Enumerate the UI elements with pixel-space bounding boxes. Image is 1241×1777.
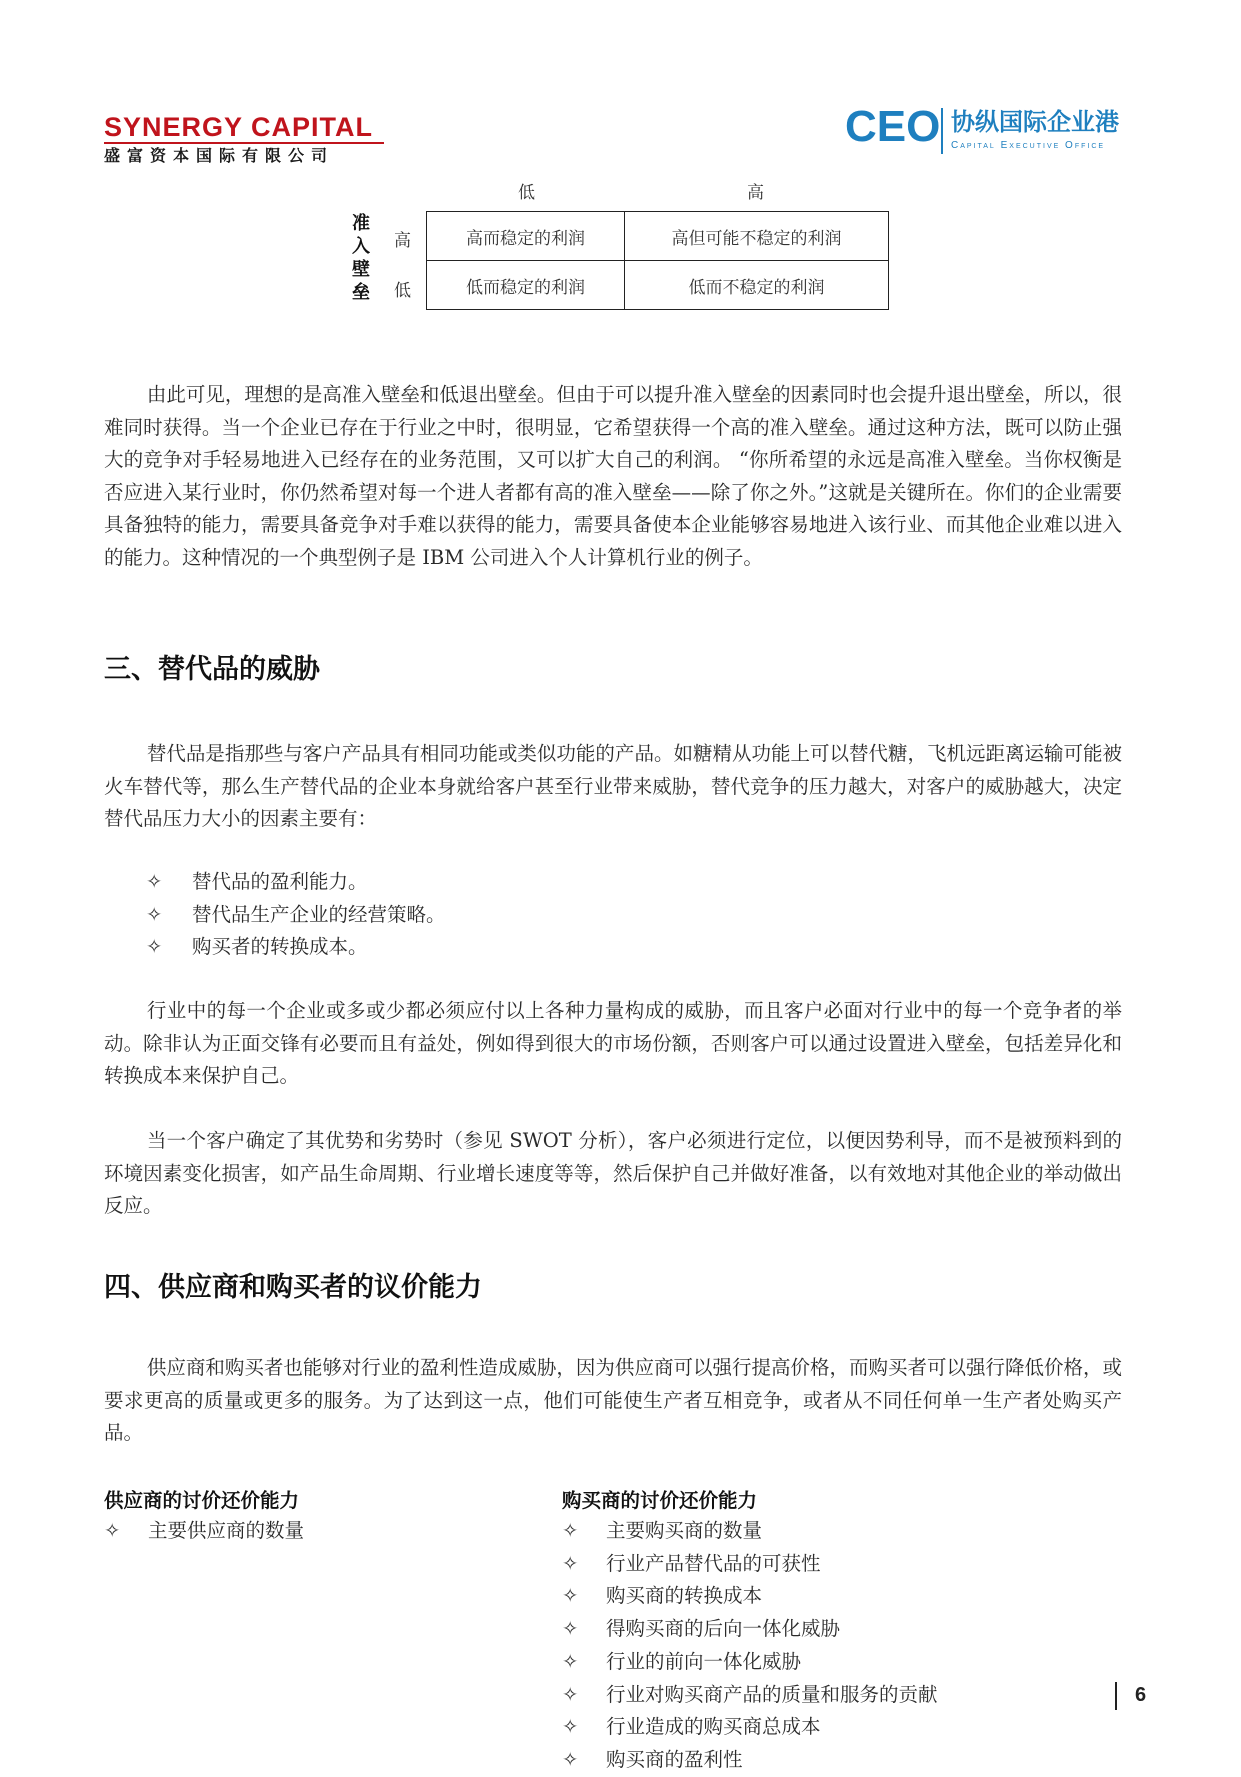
list-item-text: 购买者的转换成本。 [192,935,368,958]
list-item-text: 行业对购买商产品的质量和服务的贡献 [606,1682,938,1706]
profit-matrix-table [426,211,889,310]
list-item-text: 主要购买商的数量 [606,1519,763,1542]
diamond-bullet-icon: ✧ [562,1682,579,1706]
matrix-cell: 低而不稳定的利润 [625,261,889,310]
list-item [562,1679,938,1712]
logo-divider [941,108,943,154]
diamond-bullet-icon: ✧ [562,1617,579,1641]
ceo-logo-en: Capital Executive Office [951,140,1106,151]
diamond-bullet-icon: ✧ [562,1551,579,1575]
matrix-cell: 高但可能不稳定的利润 [625,212,889,261]
matrix-row-high: 高 [394,231,411,251]
diamond-bullet-icon: ✧ [146,902,163,926]
diamond-bullet-icon: ✧ [562,1747,579,1771]
matrix-col-high: 高 [747,183,764,203]
list-item-text: 行业的前向一体化威胁 [606,1649,802,1673]
diamond-bullet-icon: ✧ [562,1715,579,1739]
list-item [146,866,446,899]
diamond-bullet-icon: ✧ [562,1519,579,1542]
matrix-col-low: 低 [518,183,535,203]
paragraph-competitors: 行业中的每一个企业或多或少都必须应付以上各种力量构成的威胁，而且客户必面对行业中的每一个竞争者的举动。除非认为正面交锋有必要而且有益处，例如得到很大的市场份额，否则客户可以通过设置进入壁垒，包括差异化和转换成本来保护自己。 [104,999,1122,1087]
list-item-text: 主要供应商的数量 [148,1519,305,1542]
matrix-row [427,261,889,310]
paragraph-swot: 当一个客户确定了其优势和劣势时（参见 SWOT 分析），客户必须进行定位，以便因势利导，而不是被预料到的环境因素变化损害，如产品生命周期、行业增长速度等等，然后保护自己并做好准备，以有效地对其他企业的举动做出反应。 [104,1129,1122,1217]
list-item-text: 购买商的转换成本 [606,1584,763,1608]
matrix-row [427,212,889,261]
list-item [562,1515,938,1548]
substitute-factor-list [146,866,446,964]
list-item [146,931,446,964]
heading-substitutes: 三、替代品的威胁 [104,654,320,685]
list-item [562,1548,938,1581]
buyer-column-title: 购买商的讨价还价能力 [562,1489,758,1512]
paragraph-bargaining: 供应商和购买者也能够对行业的盈利性造成威胁，因为供应商可以强行提高价格，而购买者可以强行降低价格，或要求更高的质量或更多的服务。为了达到这一点，他们可能使生产者互相竞争，或者从不同任何单一生产者处购买产品。 [104,1356,1122,1444]
logo-cn-text: 盛富资本国际有限公司 [104,142,384,167]
ceo-logo-cn: 协纵国际企业港 [951,108,1119,136]
supplier-column-title: 供应商的讨价还价能力 [104,1489,300,1512]
logo-en-text: SYNERGY CAPITAL [104,112,374,142]
list-item [562,1646,938,1679]
list-item [104,1515,304,1548]
page-number: 6 [1135,1684,1147,1706]
diamond-bullet-icon: ✧ [562,1584,579,1608]
list-item [562,1744,938,1777]
heading-bargaining: 四、供应商和购买者的议价能力 [104,1272,482,1303]
list-item [562,1613,938,1646]
ceo-mark: CEO [845,102,941,151]
supplier-factor-list [104,1515,304,1548]
diamond-bullet-icon: ✧ [146,870,163,893]
diamond-bullet-icon: ✧ [104,1519,121,1542]
matrix-cell: 低而稳定的利润 [427,261,625,310]
matrix-side-label: 准入壁垒 [352,213,370,303]
list-item-text: 购买商的盈利性 [606,1747,743,1771]
diamond-bullet-icon: ✧ [146,935,163,958]
list-item-text: 行业造成的购买商总成本 [606,1715,821,1739]
paragraph-barriers: 由此可见，理想的是高准入壁垒和低退出壁垒。但由于可以提升准入壁垒的因素同时也会提升退出壁垒，所以，很难同时获得。当一个企业已存在于行业之中时，很明显，它希望获得一个高的准入壁垒。通过这种方法，既可以防止强大的竞争对手轻易地进入已经存在的业务范围，又可以扩大自己的利润。 “你所希望的永远是高准入壁垒。当你权衡是否应进入某行业时，你仍然希望对每一个进人者都有高的准入壁垒——除了你之外。”这就是关键所在。你们的企业需要具备独特的能力，需要具备竞争对手难以获得的能力，需要具备使本企业能够容易地进入该行业、而其他企业难以进入的能力。这种情况的一个典型例子是 IBM 公司进入个人计算机行业的例子。 [104,383,1122,569]
list-item [146,899,446,932]
matrix-cell: 高而稳定的利润 [427,212,625,261]
diamond-bullet-icon: ✧ [562,1649,579,1673]
buyer-factor-list [562,1515,938,1777]
paragraph-substitutes: 替代品是指那些与客户产品具有相同功能或类似功能的产品。如糖精从功能上可以替代糖，飞机远距离运输可能被火车替代等，那么生产替代品的企业本身就给客户甚至行业带来威胁，替代竞争的压力越大，对客户的威胁越大，决定替代品压力大小的因素主要有： [104,742,1122,830]
page-number-divider [1115,1682,1117,1710]
matrix-row-low: 低 [394,281,411,301]
list-item-text: 替代品的盈利能力。 [192,870,368,893]
list-item-text: 替代品生产企业的经营策略。 [192,902,446,926]
list-item-text: 行业产品替代品的可获性 [606,1551,821,1575]
synergy-capital-logo [104,112,384,167]
list-item [562,1711,938,1744]
list-item-text: 得购买商的后向一体化威胁 [606,1617,841,1641]
list-item [562,1580,938,1613]
